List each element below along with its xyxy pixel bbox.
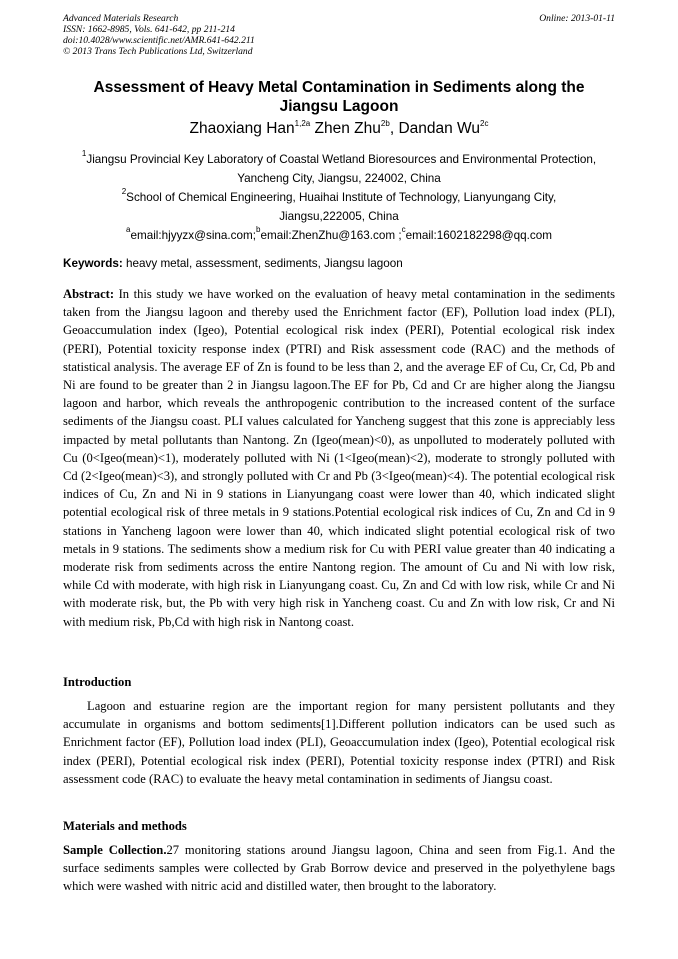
- paper-title: [63, 78, 615, 116]
- online-date: Online: 2013-01-11: [539, 13, 615, 24]
- title-line-2: Jiangsu Lagoon: [279, 98, 399, 115]
- email-line: $^a$email:hjyyzx@sina.com;$^b$email:ZhenZhu@163.com ;$^c$email:1602182298@qq.com: [126, 225, 552, 242]
- keywords-text: heavy metal, assessment, sediments, Jiangsu lagoon: [126, 257, 403, 270]
- affiliation-1-line-2: Yancheng City, Jiangsu, 224002, China: [237, 172, 441, 185]
- title-line-1: Assessment of Heavy Metal Contamination in Sediments along the: [93, 79, 585, 96]
- email-c: email:1602182298@qq.com: [405, 229, 552, 242]
- copyright-line: © 2013 Trans Tech Publications Ltd, Switzerland: [63, 46, 253, 57]
- sample-collection-paragraph: [63, 841, 615, 896]
- affiliation-1-line-1: $^1$Jiangsu Provincial Key Laboratory of Coastal Wetland Bioresources and Environmental Protection,: [81, 149, 597, 166]
- author-3-sup: 2c: [480, 119, 489, 128]
- author-2-sup: 2b: [380, 119, 390, 128]
- author-1: Zhaoxiang Han: [189, 120, 295, 137]
- email-b: email:ZhenZhu@163.com ;: [260, 229, 402, 242]
- introduction-heading: Introduction: [63, 675, 132, 689]
- affiliation-2-line-1: $^2$School of Chemical Engineering, Huaihai Institute of Technology, Lianyungang City,: [121, 187, 557, 204]
- sample-collection-text: 27 monitoring stations around Jiangsu lagoon, China and seen from Fig.1. And the surface sediments samples were collected by Grab Borrow device and preserved in the polyethylene bags which were washed with nitric acid and distilled water, then brought to the laboratory.: [63, 843, 615, 894]
- abstract-text: In this study we have worked on the evaluation of heavy metal contamination in the sediments taken from the Jiangsu lagoon and thereby used the Enrichment factor (EF), Pollution load index (PLI), Geoaccumulation index (Igeo), Potential ecological risk index (PERI), Potential ecological risk index (PERI), Potential toxicity response index (PTRI) and Risk assessment code (RAC) and the methods of statistical analysis. The average EF of Zn is found to be less than 2, and the average EF of Cu, Cr, Cd, Pb and Ni are found to be greater than 2 in Jiangsu lagoon.The EF for Pb, Cd and Cr are higher along the Jiangsu lagoon and harbor, which reveals the anthropogenic contribution to the increased content of the surface sediments of the Jiangsu coast. PLI values calculated for Yancheng suggest that this zone is appreciably less impacted by metal pollutants than Nantong. Zn (Igeo(mean)<0), as unpolluted to moderately polluted with Cu (0<Igeo(mean)<1), moderately polluted with Ni (1<Igeo(mean)<2), moderate to strongly polluted with Cd (2<Igeo(mean)<3), and strongly polluted with Cr and Pb (3<Igeo(mean)<4). The potential ecological risk indices of Cu, Zn and Ni in 9 stations in Lianyungang coast were lower than 40, which indicated slight potential ecological risk of three metals in 9 stations.Potential ecological risk indices of Cu, Zn and Cd in 9 stations in Yancheng lagoon were lower than 40, which indicated slight potential ecological risk of two metals in 9 stations. The sediments show a medium risk for Cu with PERI value greater than 40 indicating a moderate risk from sediments across the entire Nantong region. The amount of Cu and Ni with low risk, while Cd with moderate, with high risk in Lianyungang coast. Cu, Zn and Cd with low risk, while Cr and Ni with moderate risk, but, the Pb with very high risk in Yancheng coast. Cu and Zn with low risk, Cr and Ni with medium risk, Pb,Cd with high risk in Nantong coast.: [63, 287, 615, 629]
- author-list: Zhaoxiang Han$^{1,2a}$ Zhen Zhu$^{2b}$, Dandan $Wu^{2c}$: [189, 119, 489, 137]
- introduction-text: Lagoon and estuarine region are the important region for many persistent pollutants and they accumulate in organisms and bottom sediments[1].Different pollution indicators can be used such as Enrichment factor (EF), Pollution load index (PLI), Geoaccumulation index (Igeo), Potential ecological risk index (PERI), Potential ecological risk index (PERI), Potential toxicity response index (PTRI) and Risk assessment code (RAC) to evaluate the heavy metal contamination in sediments of Jiangsu coast.: [63, 699, 615, 786]
- keywords-label: Keywords:: [63, 257, 123, 270]
- author-1-sup: 1,2a: [294, 119, 311, 128]
- affiliation-2-line-2: Jiangsu,222005, China: [279, 210, 399, 223]
- abstract: [63, 285, 615, 631]
- doi-line: doi:10.4028/www.scientific.net/AMR.641-642.211: [63, 35, 255, 46]
- journal-header: [63, 13, 615, 57]
- email-a: email:hjyyzx@sina.com;: [130, 229, 256, 242]
- sample-collection-label: Sample Collection.: [63, 843, 167, 857]
- issn-line: ISSN: 1662-8985, Vols. 641-642, pp 211-214: [63, 24, 235, 35]
- keywords: [63, 256, 615, 272]
- author-3: Dandan Wu: [398, 120, 481, 137]
- author-2: Zhen Zhu: [314, 120, 381, 137]
- abstract-label: Abstract:: [63, 287, 115, 301]
- methods-heading: Materials and methods: [63, 819, 187, 833]
- affiliations: [63, 150, 615, 245]
- journal-name: Advanced Materials Research: [63, 13, 179, 24]
